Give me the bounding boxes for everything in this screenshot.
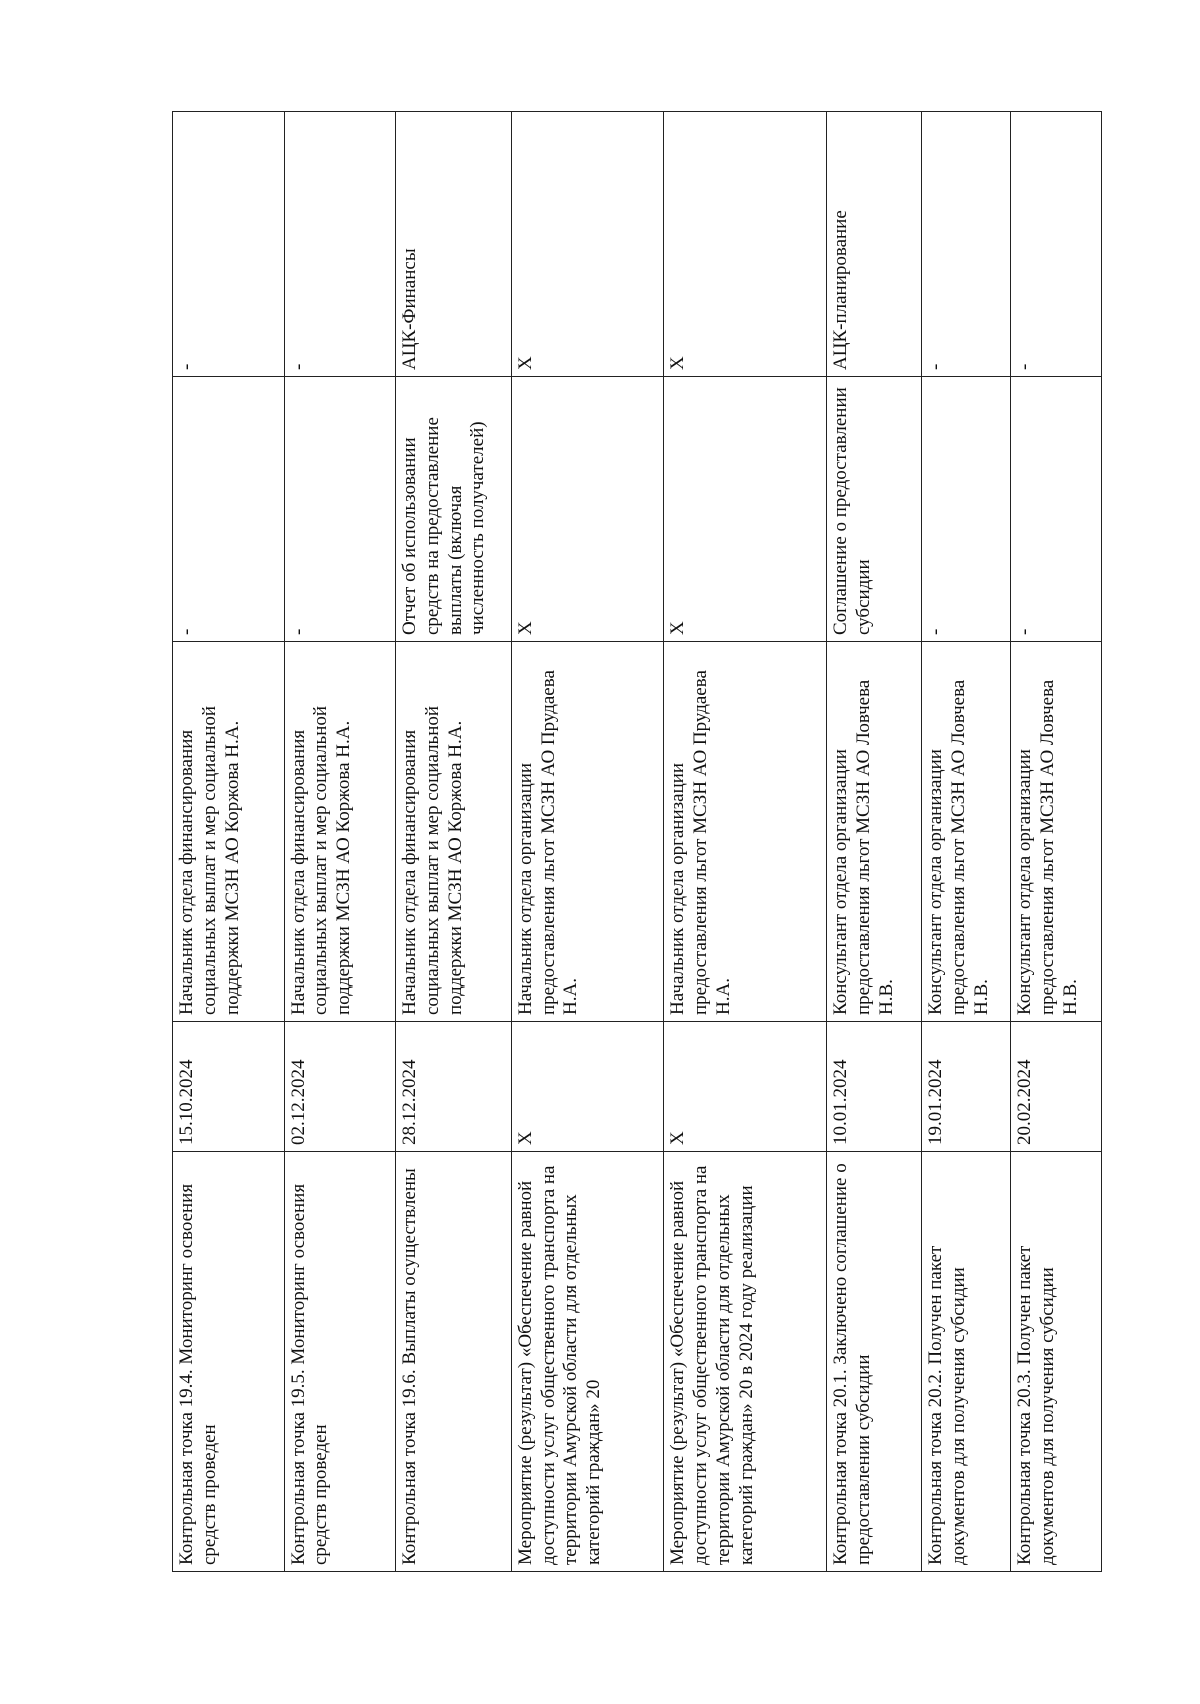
cell-document: - xyxy=(173,377,285,642)
cell-responsible: Начальник отдела организации предоставления льгот МСЗН АО Прудаева Н.А. xyxy=(511,642,664,1022)
cell-responsible: Начальник отдела финансирования социальных выплат и мер социальной поддержки МСЗН АО Коржова Н.А. xyxy=(173,642,285,1022)
cell-system: АЦК-Финансы xyxy=(396,112,512,377)
cell-system: АЦК-планирование xyxy=(827,112,922,377)
cell-date: 28.12.2024 xyxy=(396,1022,512,1152)
cell-responsible: Начальник отдела финансирования социальных выплат и мер социальной поддержки МСЗН АО Коржова Н.А. xyxy=(396,642,512,1022)
cell-responsible: Консультант отдела организации предоставления льгот МСЗН АО Ловчева Н.В. xyxy=(827,642,922,1022)
cell-system: X xyxy=(511,112,664,377)
cell-date: 15.10.2024 xyxy=(173,1022,285,1152)
cell-document: Отчет об использовании средств на предоставление выплаты (включая численность получателей) xyxy=(396,377,512,642)
cell-name: Контрольная точка 20.1. Заключено соглашение о предоставлении субсидии xyxy=(827,1152,922,1572)
cell-document: X xyxy=(511,377,664,642)
cell-system: - xyxy=(173,112,285,377)
cell-date: 10.01.2024 xyxy=(827,1022,922,1152)
control-points-table xyxy=(172,111,1102,1572)
cell-document: Соглашение о предоставлении субсидии xyxy=(827,377,922,642)
table-row xyxy=(173,112,285,1572)
table-row xyxy=(284,112,396,1572)
cell-name: Контрольная точка 19.5. Мониторинг освоения средств проведен xyxy=(284,1152,396,1572)
cell-system: X xyxy=(664,112,827,377)
cell-date: X xyxy=(511,1022,664,1152)
table-row xyxy=(827,112,922,1572)
cell-name: Контрольная точка 19.4. Мониторинг освоения средств проведен xyxy=(173,1152,285,1572)
cell-name: Мероприятие (результат) «Обеспечение равной доступности услуг общественного транспорта на территории Амурской области для отдельных категорий граждан» 20 в 2024 году реализации xyxy=(664,1152,827,1572)
cell-system: - xyxy=(922,112,1011,377)
cell-name: Мероприятие (результат) «Обеспечение равной доступности услуг общественного транспорта на территории Амурской области для отдельных категорий граждан» 20 xyxy=(511,1152,664,1572)
cell-responsible: Консультант отдела организации предоставления льгот МСЗН АО Ловчева Н.В. xyxy=(1011,642,1102,1022)
cell-date: 20.02.2024 xyxy=(1011,1022,1102,1152)
cell-system: - xyxy=(1011,112,1102,377)
cell-document: - xyxy=(1011,377,1102,642)
cell-document: X xyxy=(664,377,827,642)
cell-responsible: Консультант отдела организации предоставления льгот МСЗН АО Ловчева Н.В. xyxy=(922,642,1011,1022)
table-row xyxy=(396,112,512,1572)
cell-responsible: Начальник отдела финансирования социальных выплат и мер социальной поддержки МСЗН АО Коржова Н.А. xyxy=(284,642,396,1022)
cell-name: Контрольная точка 20.2. Получен пакет документов для получения субсидии xyxy=(922,1152,1011,1572)
cell-name: Контрольная точка 20.3. Получен пакет документов для получения субсидии xyxy=(1011,1152,1102,1572)
cell-date: 02.12.2024 xyxy=(284,1022,396,1152)
cell-document: - xyxy=(922,377,1011,642)
table-row xyxy=(664,112,827,1572)
rotated-table-container xyxy=(172,112,1102,1572)
cell-responsible: Начальник отдела организации предоставления льгот МСЗН АО Прудаева Н.А. xyxy=(664,642,827,1022)
cell-date: X xyxy=(664,1022,827,1152)
table-row xyxy=(1011,112,1102,1572)
table-row xyxy=(511,112,664,1572)
cell-name: Контрольная точка 19.6. Выплаты осуществлены xyxy=(396,1152,512,1572)
table-row xyxy=(922,112,1011,1572)
cell-document: - xyxy=(284,377,396,642)
cell-system: - xyxy=(284,112,396,377)
cell-date: 19.01.2024 xyxy=(922,1022,1011,1152)
